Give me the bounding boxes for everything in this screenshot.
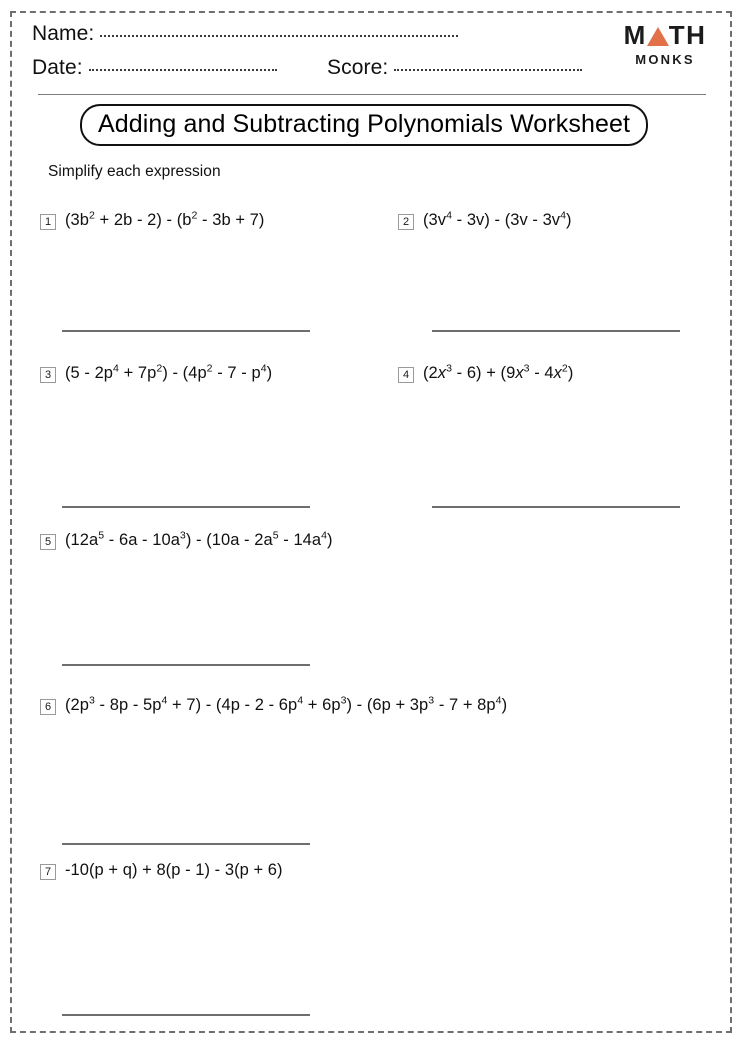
problem-7: [40, 860, 283, 881]
problem-expression: -10(p + q) + 8(p - 1) - 3(p + 6): [65, 861, 283, 879]
date-input-line[interactable]: [89, 68, 277, 71]
worksheet-header: [32, 20, 712, 92]
instruction-text: Simplify each expression: [48, 163, 221, 180]
score-label: Score:: [327, 56, 389, 79]
problem-expression: $(5 - 2p^4 + 7p^2) - (4p^2 - 7 - p^4)$: [65, 362, 273, 382]
problem-3: [40, 363, 272, 384]
page-title: Adding and Subtracting Polynomials Worksheet: [80, 104, 648, 146]
problem-6: [40, 695, 507, 716]
answer-line-3[interactable]: [62, 506, 310, 508]
answer-line-7[interactable]: [62, 1014, 310, 1016]
problem-number-badge: 2: [398, 214, 414, 230]
problem-5: [40, 530, 333, 551]
header-divider: [38, 94, 706, 95]
answer-line-5[interactable]: [62, 664, 310, 666]
logo-wordmark: [616, 22, 714, 48]
name-label: Name:: [32, 22, 95, 45]
problem-expression: $(2x^3 - 6) + (9x^3 - 4x^2)$: [423, 362, 574, 382]
triangle-a-icon: [647, 27, 669, 46]
math-monks-logo: [616, 22, 714, 66]
problem-number-badge: 3: [40, 367, 56, 383]
problem-expression: $(3v^4 - 3v) - (3v - 3v^4)$: [423, 209, 572, 229]
problem-number-badge: 4: [398, 367, 414, 383]
problem-4: [398, 363, 573, 384]
date-label: Date:: [32, 56, 83, 79]
problem-2: [398, 210, 572, 231]
answer-line-6[interactable]: [62, 843, 310, 845]
problem-number-badge: 5: [40, 534, 56, 550]
problem-number-badge: 1: [40, 214, 56, 230]
logo-subtitle: MONKS: [635, 52, 695, 67]
date-field-row: [32, 56, 277, 86]
page-title-container: [36, 104, 692, 146]
logo-letter-m: M: [623, 20, 647, 50]
problem-expression: $(3b^2 + 2b - 2) - (b^2 - 3b + 7)$: [65, 209, 265, 229]
answer-line-1[interactable]: [62, 330, 310, 332]
problem-number-badge: 7: [40, 864, 56, 880]
problem-expression: $(12a^5 - 6a - 10a^3) - (10a - 2a^5 - 14a^4)$: [65, 529, 333, 549]
problem-number-badge: 6: [40, 699, 56, 715]
answer-line-4[interactable]: [432, 506, 680, 508]
name-field-row: [32, 22, 458, 52]
score-input-line[interactable]: [394, 68, 582, 71]
name-input-line[interactable]: [100, 34, 458, 37]
answer-line-2[interactable]: [432, 330, 680, 332]
score-field-row: [327, 56, 582, 86]
problem-1: [40, 210, 264, 231]
logo-letters-th: TH: [668, 20, 707, 50]
problem-expression: $(2p^3 - 8p - 5p^4 + 7) - (4p - 2 - 6p^4 + 6p^3) - (6p + 3p^3 - 7 + 8p^4)$: [65, 694, 508, 714]
